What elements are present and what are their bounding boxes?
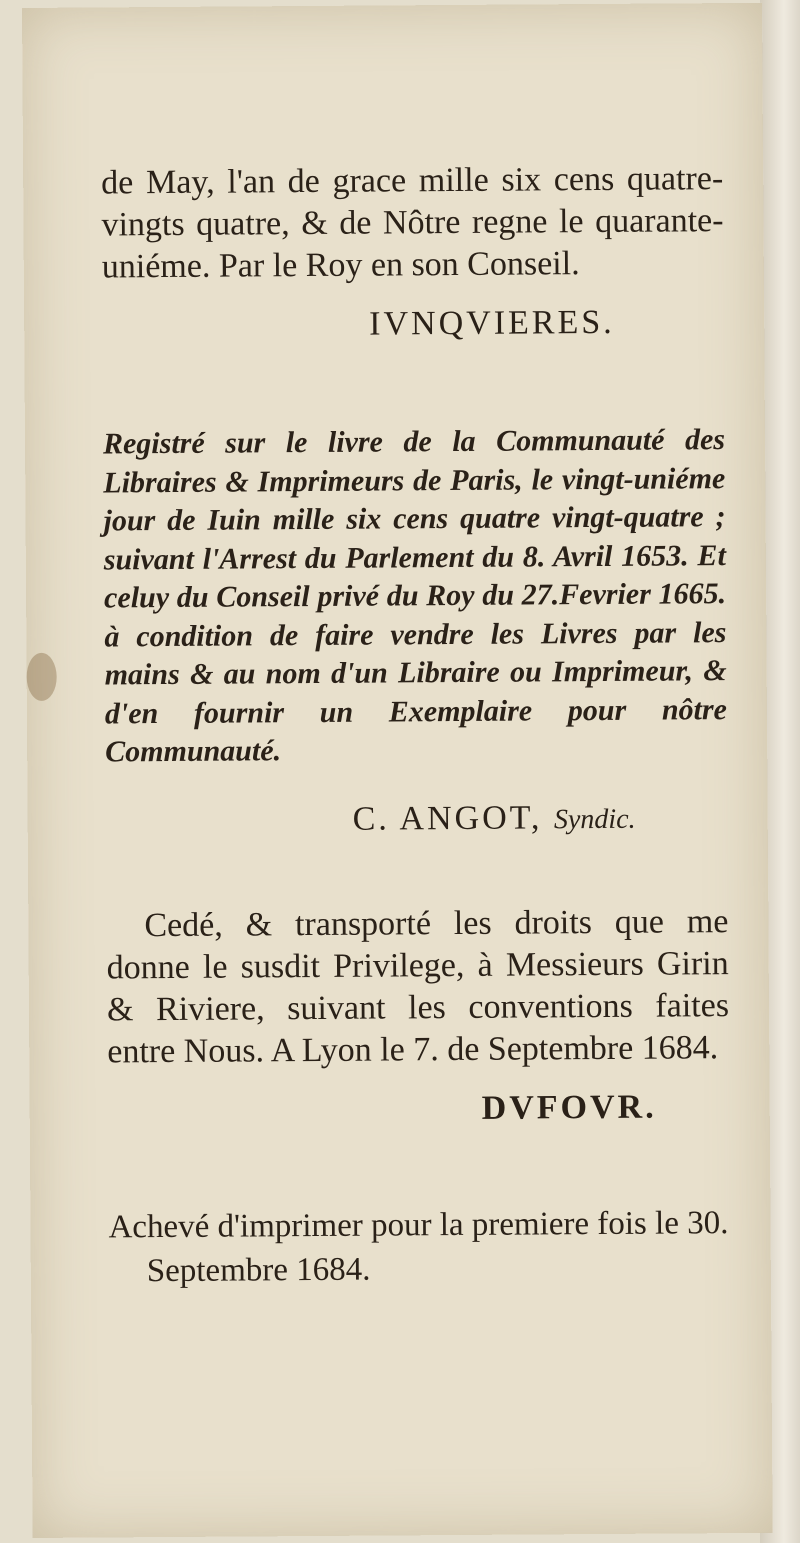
paper-stain (27, 653, 57, 701)
signature-angot-title: Syndic. (553, 803, 636, 836)
signature-angot-name: C. ANGOT, (352, 799, 543, 838)
signature-junquieres: IVNQVIERES. (369, 303, 615, 343)
signature-angot (353, 799, 636, 839)
privilege-end-paragraph: de May, l'an de grace mille six cens quatre-vingts quatre, & de Nôtre regne le quarante-uniéme. Par le Roy en son Conseil. (101, 160, 724, 286)
book-page (22, 3, 773, 1538)
signature-dufour: DVFOVR. (481, 1088, 657, 1127)
cession-paragraph: Cedé, & transporté les droits que me donne le susdit Privilege, à Messieurs Girin & Riviere, suivant les conventions faites entre Nous. A Lyon le 7. de Septembre 1684. (106, 903, 730, 1071)
colophon: Achevé d'imprimer pour la premiere fois le 30. Septembre 1684. (108, 1205, 729, 1290)
registration-paragraph: Registré sur le livre de la Communauté des Libraires & Imprimeurs de Paris, le vingt-uniéme jour de Iuin mille six cens quatre vingt-quatre ; suivant l'Arrest du Parlement du 8. Avril 1653. Et celuy du Conseil privé du Roy du 27.Fevrier 1665. à condition de faire vendre les Livres par les mains & au nom d'un Libraire ou Imprimeur, & d'en fournir un Exemplaire pour nôtre Communauté. (102, 423, 728, 769)
